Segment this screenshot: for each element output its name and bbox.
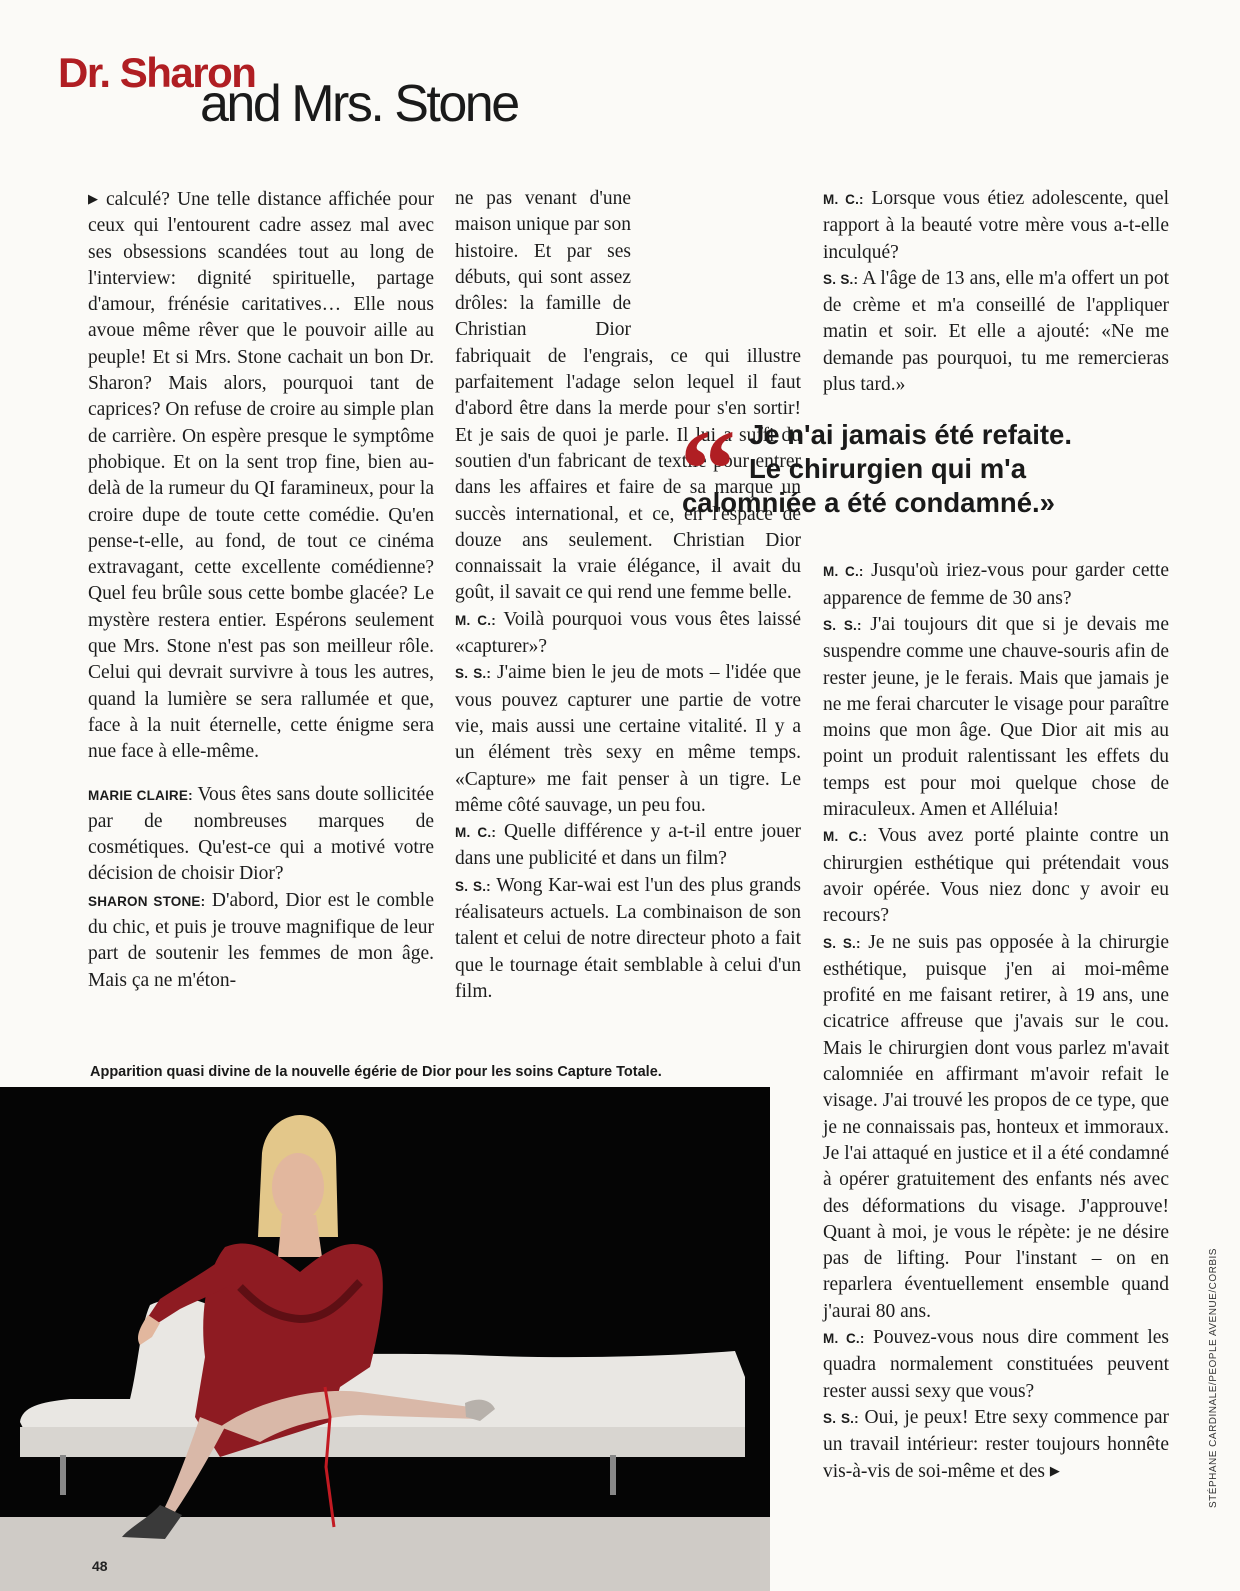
continue-arrow-icon: ▶: [1049, 1463, 1060, 1479]
photo-caption: Apparition quasi divine de la nouvelle égérie de Dior pour les soins Capture Totale.: [90, 1064, 662, 1080]
answer-7: S. S.: Oui, je peux! Etre sexy commence par un travail intérieur: rester toujours honnête vis-à-vis de soi-même et des ▶: [823, 1405, 1169, 1486]
floor-rug: [0, 1517, 770, 1591]
intro-paragraph: ▶ calculé? Une telle distance affichée pour ceux qui l'entourent cadre assez mal avec ses obsessions scandées tout au long de l'interview: dignité spirituelle, partage d'amour, frénésie caritatives… Elle nous avoue même rêver que le pouvoir aille au peuple! Et si Mrs. Stone cachait un bon Dr. Sharon? Mais alors, pourquoi tant de caprices? On refuse de croire au simple plan de carrière. On espère presque le symptôme phobique. Et on la sent trop fine, bien au-delà de la rumeur du QI faramineux, pour la croire dupe de toute cette comédie. Qu'en pense-t-elle, au fond, de tout ce cinéma extravagant, cette excellente comédienne? Quel feu brûle sous cette bombe glacée? Le mystère restera entier. Espérons seulement que Mrs. Stone n'est pas son meilleur rôle. Celui qui devrait survivre à tous les autres, quand la lumière se sera rallumée et que, face à la nuit éternelle, cette énigme sera nue face à elle-même.: [88, 186, 434, 766]
photo-sharon-stone-on-sofa: [0, 1087, 770, 1591]
answer-1: SHARON STONE: D'abord, Dior est le comble du chic, et puis je trouve magnifique de leur part de soutenir les femmes de mon âge. Mais ça ne m'éton-: [88, 889, 434, 991]
sofa-leg-left: [60, 1455, 66, 1495]
question-3: M. C.: Quelle différence y a-t-il entre jouer dans une publicité et dans un film?: [455, 821, 802, 870]
speaker-label: M. C.:: [823, 1330, 865, 1346]
photo-background: [0, 1087, 770, 1591]
answer-2: S. S.: J'aime bien le jeu de mots – l'idée que vous pouvez capturer une partie de votre vie, mais aussi une certaine vitalité. Il y a un élément très sexy en même temps. «Capture» me fait penser à un tigre. Le même côté sauvage, un peu fou.: [455, 662, 801, 816]
speaker-label: M. C.:: [823, 829, 868, 845]
pull-quote-line-3: calomniée a été condamné.»: [682, 487, 1055, 518]
paragraph-dior-history: ne pas venant d'une maison unique par son histoire. Et par ses débuts, qui sont assez drôles: la famille de Christian Dior fabriquait de l'engrais, ce qui illustre parfaitement l'adage selon lequel il faut d'abord être dans la merde pour s'en sortir! Et je sais de quoi je parle. Il lui a suffi du soutien d'un fabricant de textile pour entrer dans les affaires et faire de sa marque un succès international, et ce, en l'espace de douze ans seulement. Christian Dior connaissait la vraie élégance, il avait du goût, il savait ce qui rend une femme belle.: [455, 188, 801, 604]
speaker-label: S. S.:: [823, 617, 862, 633]
face: [272, 1153, 324, 1221]
speaker-label: S. S.:: [823, 935, 861, 951]
page-number: 48: [92, 1558, 108, 1574]
photo-credit: STÉPHANE CARDINALE/PEOPLE AVENUE/CORBIS: [1208, 1248, 1219, 1508]
question-2: M. C.: Voilà pourquoi vous vous êtes laissé «capturer»?: [455, 608, 801, 658]
answer-6: S. S.: Je ne suis pas opposée à la chirurgie esthétique, puisque j'en ai moi-même profité en me faisant retirer, à 19 ans, une cicatrice affreuse que j'avais sur le cou. Mais le chirurgien dont vous parlez m'avait calomniée en affirmant m'avoir refait le visage. J'ai trouvé les propos de ce type, que je ne connaissais pas, honteux et immoraux. Je l'ai attaqué en justice et il a été condamné à opérer gratuitement des enfants nés avec des déformations du visage. J'approuve! Quant à moi, je vous le répète: je ne désire pas de lifting. Pour l'instant – on en reparlera éventuellement ensemble quand j'aurai 80 ans.: [823, 931, 1169, 1322]
question-7: M. C.: Pouvez-vous nous dire comment les quadra normalement constituées peuvent rester aussi sexy que vous?: [823, 1326, 1169, 1402]
text-column-1: [88, 186, 434, 994]
title-line-1: Dr. Sharon: [58, 49, 256, 96]
title-line-2: and Mrs. Stone: [200, 75, 518, 133]
photo-illustration: [0, 1087, 770, 1591]
neck: [278, 1215, 322, 1257]
answer-5: S. S.: J'ai toujours dit que si je devais me suspendre comme une chauve-souris afin de rester jeune, je le ferais. Mais que jamais je ne me ferai charcuter le visage pour paraître moins que mon âge. Que Dior ait mis au point un produit ralentissant les effets du temps est pour moi quelque chose de miraculeux. Amen et Alléluia!: [823, 613, 1169, 821]
pull-quote-line-2: Le chirurgien qui m'a: [749, 453, 1027, 484]
question-4: M. C.: Lorsque vous étiez adolescente, quel rapport à la beauté votre mère vous a-t-elle inculqué?: [823, 188, 1169, 263]
text-column-3: [823, 186, 1169, 1486]
pull-quote-line-1: Je n'ai jamais été refaite.: [749, 419, 1072, 450]
quote-wrap-spacer: [631, 186, 801, 319]
quote-mark-icon: “: [680, 408, 736, 532]
question-6: M. C.: Vous avez porté plainte contre un chirurgien esthétique qui prétendait vous avoir opérée. Vous niez donc y avoir eu recours?: [823, 825, 1169, 927]
speaker-label: S. S.:: [455, 666, 492, 682]
question-5: M. C.: Jusqu'où iriez-vous pour garder cette apparence de femme de 30 ans?: [823, 560, 1169, 609]
continue-arrow-icon: ▶: [88, 191, 98, 206]
speaker-label: S. S.:: [823, 271, 859, 287]
answer-3: S. S.: Wong Kar-wai est l'un des plus grands réalisateurs actuels. La combinaison de son talent et celui de notre directeur photo a fait que le tournage était semblable à celui d'un film.: [455, 874, 801, 1002]
speaker-label: MARIE CLAIRE:: [88, 787, 193, 803]
sofa-base: [20, 1427, 745, 1457]
speaker-label: M. C.:: [455, 612, 496, 628]
text-column-2: [455, 186, 801, 1005]
answer-4: S. S.: A l'âge de 13 ans, elle m'a offert un pot de crème et m'a conseillé de l'appliquer matin et soir. Et elle a ajouté: «Ne me demande pas pourquoi, tu me remercieras plus tard.»: [823, 267, 1169, 396]
speaker-label: M. C.:: [823, 192, 864, 207]
speaker-label: M. C.:: [455, 825, 497, 841]
speaker-label: S. S.:: [823, 1410, 859, 1426]
speaker-label: S. S.:: [455, 878, 491, 894]
pull-quote: [680, 408, 1180, 532]
sofa-leg-right: [610, 1455, 616, 1495]
article-title: [58, 49, 518, 133]
question-1: MARIE CLAIRE: Vous êtes sans doute sollicitée par de nombreuses marques de cosmétiques. Qu'est-ce qui a motivé votre décision de choisir Dior?: [88, 783, 434, 885]
speaker-label: SHARON STONE:: [88, 893, 206, 909]
speaker-label: M. C.:: [823, 564, 864, 580]
